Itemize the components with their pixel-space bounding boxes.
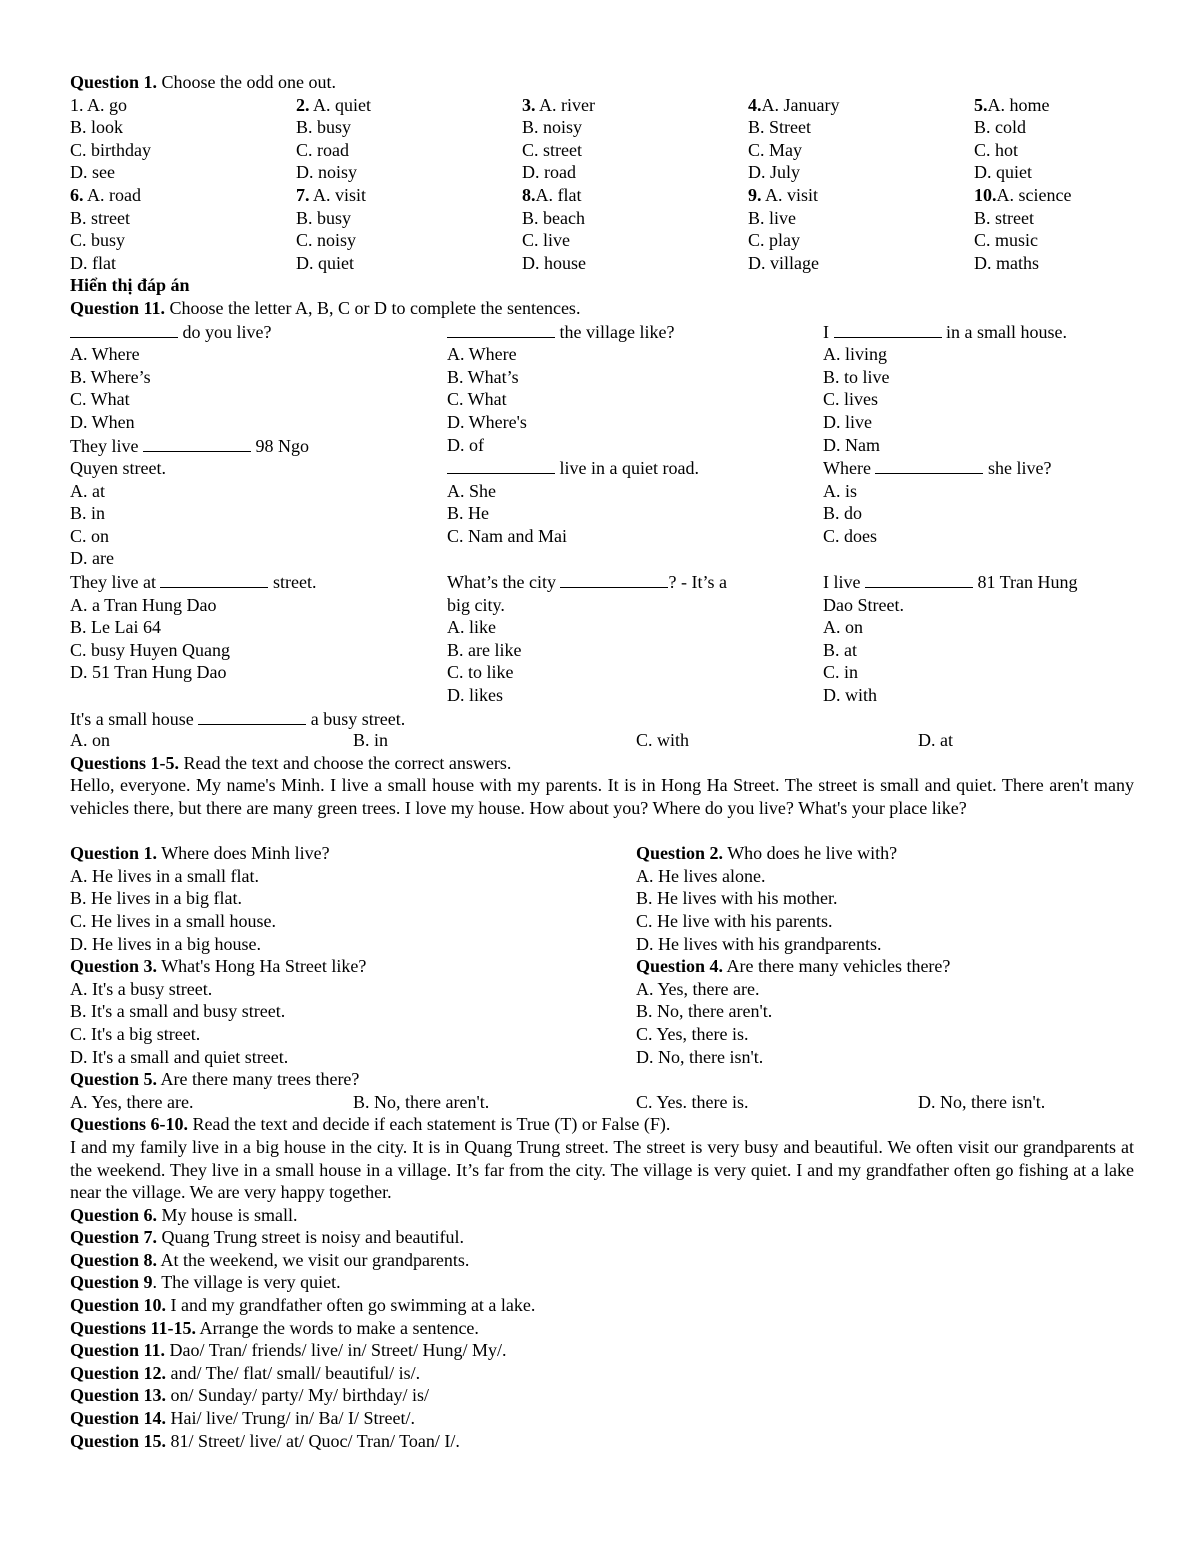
option-line (748, 229, 974, 252)
arrange-line (70, 1384, 1134, 1407)
heading-text: Arrange the words to make a sentence. (196, 1317, 479, 1338)
label-text: B. beach (522, 207, 585, 228)
label-bold: Question 9 (70, 1272, 153, 1293)
heading-text: Choose the letter A, B, C or D to complete the sentences. (165, 297, 581, 318)
label-text: C. music (974, 230, 1039, 251)
label-text: 1. A. go (70, 94, 128, 115)
label-text: B. street (70, 207, 130, 228)
option-line (974, 94, 1134, 117)
label-bold: 3. (522, 94, 536, 115)
label-bold: Question 7. (70, 1227, 158, 1248)
answer-blank (875, 456, 983, 474)
stem-text: 81 Tran Hung (973, 572, 1078, 593)
option-line (522, 139, 748, 162)
question-stem (70, 955, 636, 978)
question-block (636, 842, 1134, 955)
statement-line (70, 1249, 1134, 1272)
heading-bold: Question 11. (70, 297, 166, 318)
option-line (522, 229, 748, 252)
label-bold: Question 2. (636, 843, 724, 864)
label-text: D. noisy (296, 162, 358, 183)
reading-passage-1: Hello, everyone. My name's Minh. I live a small house with my parents. It is in Hong Ha Street. The street is small and quiet. There aren't many vehicles there, but there are many green trees. I love my house. How about you? Where do you live? What's your place like? (70, 775, 1134, 818)
heading-text: Read the text and choose the correct answers. (179, 752, 512, 773)
mc-column (823, 320, 1123, 571)
mc-column (70, 320, 447, 571)
label-bold: Question 6. (70, 1204, 158, 1225)
label-text: C. busy (70, 230, 126, 251)
option-line (70, 116, 296, 139)
label-text: C. hot (974, 139, 1019, 160)
label-text: A. home (987, 94, 1050, 115)
option-line: C. busy Huyen Quang (70, 639, 230, 660)
option-line: A. He lives in a small flat. (70, 865, 259, 886)
label-text: Are there many vehicles there? (723, 956, 951, 977)
label-text: C. street (522, 139, 582, 160)
label-text: A. visit (309, 184, 367, 205)
option-line: B. No, there aren't. (353, 1091, 490, 1112)
option-line: D. live (823, 411, 872, 432)
option-line (296, 229, 522, 252)
option-line: C. with (636, 730, 690, 751)
label-bold: Question 4. (636, 956, 724, 977)
option-line (748, 207, 974, 230)
option-line: B. to live (823, 366, 890, 387)
option-line (522, 161, 748, 184)
option-line: C. What (70, 389, 130, 410)
stem-text: They live at (70, 572, 161, 593)
option-line: A. is (823, 480, 858, 501)
option-line: D. When (70, 411, 135, 432)
label-text: B. busy (296, 207, 352, 228)
label-text: Hai/ live/ Trung/ in/ Ba/ I/ Street/. (166, 1408, 416, 1429)
statement-line (70, 1226, 1134, 1249)
option-line: C. does (823, 525, 877, 546)
stem-text: What’s the city (447, 572, 561, 593)
option-line: B. He lives with his mother. (636, 888, 838, 909)
stem-text: street. (268, 572, 317, 593)
option-line: C. What (447, 389, 507, 410)
option-line: D. He lives with his grandparents. (636, 933, 882, 954)
part2-heading (70, 297, 1134, 320)
label-text: Are there many trees there? (157, 1069, 360, 1090)
option-line: A. Yes, there are. (70, 1091, 194, 1112)
label-bold: 8. (522, 184, 536, 205)
part3-heading (70, 752, 1134, 775)
label-bold: 10. (974, 184, 997, 205)
option-line: B. No, there aren't. (636, 1001, 773, 1022)
option-line: D. No, there isn't. (918, 1091, 1046, 1112)
question-pair (70, 842, 1134, 955)
option-line: D. are (70, 548, 114, 569)
option-line: A. She (447, 480, 496, 501)
show-answers-link[interactable]: Hiển thị đáp án (70, 275, 190, 296)
answer-blank (447, 320, 555, 338)
mc-column (823, 570, 1123, 707)
statement-line (70, 1271, 1134, 1294)
odd-one-out-column (70, 94, 296, 275)
option-line: A. Where (447, 344, 517, 365)
question-stem (823, 456, 1123, 480)
answer-blank (834, 320, 942, 338)
question-block (70, 842, 636, 955)
label-text: Dao/ Tran/ friends/ live/ in/ Street/ Hung/ My/. (165, 1340, 507, 1361)
option-line (974, 116, 1134, 139)
option-line: A. Where (70, 344, 140, 365)
question-pair (70, 955, 1134, 1068)
stem-text: 98 Ngo (250, 435, 309, 456)
question-stem (447, 456, 823, 480)
question-stem (447, 570, 823, 594)
option-line (974, 252, 1134, 275)
odd-one-out-column (748, 94, 974, 275)
label-bold: 5. (974, 94, 988, 115)
answer-blank (143, 434, 251, 452)
option-line: C. to like (447, 662, 514, 683)
heading-bold: Questions 1-5. (70, 752, 180, 773)
label-text: D. flat (70, 252, 116, 273)
label-text: C. road (296, 139, 349, 160)
label-text: A. flat (535, 184, 582, 205)
option-line: D. 51 Tran Hung Dao (70, 662, 227, 683)
spacer (70, 820, 1134, 843)
question-stem (70, 434, 447, 458)
label-bold: Question 13. (70, 1385, 167, 1406)
heading-text: Read the text and decide if each statement is True (T) or False (F). (188, 1114, 671, 1135)
heading-bold: Questions 11-15. (70, 1317, 197, 1338)
option-line: D. with (823, 685, 877, 706)
label-bold: Question 12. (70, 1362, 167, 1383)
odd-one-out-column (974, 94, 1134, 275)
stem-text: live in a quiet road. (555, 458, 699, 479)
reading-passage-2: I and my family live in a big house in the city. It is in Quang Trung street. The street is very busy and beautiful. We often visit our grandparents at the weekend. They live in a small house in a village. It’s far from the city. The village is very quiet. I and my grandfather often go fishing at a lake near the village. We are very happy together. (70, 1136, 1134, 1203)
label-text: A. science (996, 184, 1072, 205)
option-line: D. He lives in a big house. (70, 933, 261, 954)
stem-text: Where (823, 458, 876, 479)
option-line: C. Yes. there is. (636, 1091, 749, 1112)
question-block (636, 955, 1134, 1068)
label-text: At the weekend, we visit our grandparents. (157, 1249, 470, 1270)
question-stem (70, 842, 636, 865)
statement-line (70, 1294, 1134, 1317)
option-line (522, 116, 748, 139)
option-line: A. living (823, 344, 888, 365)
option-line (296, 207, 522, 230)
question-block (70, 955, 636, 1068)
label-text: D. quiet (974, 162, 1032, 183)
option-line (296, 252, 522, 275)
answer-blank (447, 456, 555, 474)
label-text: C. birthday (70, 139, 151, 160)
label-text: B. noisy (522, 117, 583, 138)
label-bold: Question 5. (70, 1069, 158, 1090)
option-line (70, 229, 296, 252)
option-line (296, 94, 522, 117)
mc-last-options (70, 729, 1134, 752)
label-text: B. live (748, 207, 796, 228)
option-line (974, 207, 1134, 230)
label-bold: Question 8. (70, 1249, 158, 1270)
label-text: on/ Sunday/ party/ My/ birthday/ is/ (166, 1385, 430, 1406)
option-line: B. in (70, 503, 106, 524)
reading-questions (70, 842, 1134, 1068)
stem-text: in a small house. (941, 321, 1067, 342)
label-bold: Question 3. (70, 956, 158, 977)
label-bold: Question 1. (70, 843, 158, 864)
stem-text: she live? (983, 458, 1052, 479)
label-text: A. visit (761, 184, 819, 205)
label-text: A. road (83, 184, 141, 205)
option-line: C. He live with his parents. (636, 910, 833, 931)
label-text: D. maths (974, 252, 1039, 273)
worksheet (70, 71, 1134, 1452)
option-line: D. It's a small and quiet street. (70, 1046, 289, 1067)
option-line (70, 252, 296, 275)
label-text: D. July (748, 162, 801, 183)
label-text: B. busy (296, 117, 352, 138)
label-text: What's Hong Ha Street like? (157, 956, 367, 977)
question-stem (636, 955, 1134, 978)
option-line (748, 184, 974, 207)
odd-one-out-column (522, 94, 748, 275)
option-line (70, 94, 296, 117)
option-line (522, 184, 748, 207)
option-line (70, 139, 296, 162)
label-text: C. May (748, 139, 802, 160)
odd-one-out-grid (70, 94, 1134, 275)
question-5 (70, 1068, 1134, 1091)
label-text: Quang Trung street is noisy and beautiful. (157, 1227, 464, 1248)
mc-column (447, 570, 823, 707)
option-line (748, 139, 974, 162)
question-stem (823, 570, 1123, 594)
option-line: B. He (447, 503, 489, 524)
label-text: B. look (70, 117, 124, 138)
label-bold: 9. (748, 184, 762, 205)
question-stem (823, 320, 1123, 344)
option-line: A. on (823, 617, 863, 638)
option-line (974, 229, 1134, 252)
option-line: C. He lives in a small house. (70, 910, 276, 931)
option-line: D. at (918, 730, 953, 751)
option-line: A. at (70, 480, 105, 501)
option-line (974, 184, 1134, 207)
option-line: D. Nam (823, 434, 880, 455)
option-line: D. No, there isn't. (636, 1046, 764, 1067)
label-bold: Question 10. (70, 1295, 167, 1316)
mc-last-question (70, 707, 1134, 730)
stem-text: They live (70, 435, 143, 456)
option-line: C. in (823, 662, 859, 683)
option-line (296, 116, 522, 139)
option-line (296, 161, 522, 184)
option-line: B. at (823, 639, 857, 660)
answer-blank (198, 707, 306, 725)
label-text: D. road (522, 162, 576, 183)
option-line: B. What’s (447, 366, 519, 387)
option-line: A. He lives alone. (636, 865, 766, 886)
option-line: B. in (353, 730, 389, 751)
stem-text: I (823, 321, 834, 342)
option-line: C. It's a big street. (70, 1023, 201, 1044)
mc-column (70, 570, 447, 707)
option-line (522, 94, 748, 117)
label-text: A. January (761, 94, 840, 115)
question-5-options (70, 1091, 1134, 1114)
option-line: D. of (447, 434, 484, 455)
part1-heading (70, 71, 1134, 94)
label-text: C. live (522, 230, 570, 251)
arrange-line (70, 1339, 1134, 1362)
option-line (748, 161, 974, 184)
odd-one-out-column (296, 94, 522, 275)
true-false-list (70, 1204, 1134, 1317)
answer-blank (70, 320, 178, 338)
mc-grid-row1 (70, 320, 1134, 571)
label-text: C. play (748, 230, 800, 251)
arrange-line (70, 1407, 1134, 1430)
label-text: B. street (974, 207, 1034, 228)
stem-text: do you live? (178, 321, 272, 342)
question-stem (636, 842, 1134, 865)
option-line (748, 94, 974, 117)
option-line: A. Yes, there are. (636, 978, 760, 999)
label-bold: 6. (70, 184, 84, 205)
statement-line (70, 1204, 1134, 1227)
mc-column (447, 320, 823, 571)
option-line: D. likes (447, 685, 503, 706)
option-line: B. Le Lai 64 (70, 617, 161, 638)
answer-blank (160, 570, 268, 588)
label-text: . The village is very quiet. (152, 1272, 341, 1293)
option-line (296, 184, 522, 207)
option-line: A. It's a busy street. (70, 978, 213, 999)
part5-heading (70, 1317, 1134, 1340)
option-line (522, 252, 748, 275)
label-text: A. river (535, 94, 595, 115)
option-line (70, 161, 296, 184)
option-line: A. like (447, 617, 496, 638)
heading-bold: Question 1. (70, 72, 158, 92)
label-text: D. quiet (296, 252, 354, 273)
heading-text: Choose the odd one out. (157, 72, 336, 92)
option-line: B. He lives in a big flat. (70, 888, 242, 909)
option-line: Quyen street. (70, 458, 166, 479)
label-bold: Question 11. (70, 1340, 166, 1361)
label-text: B. cold (974, 117, 1026, 138)
arrange-line (70, 1362, 1134, 1385)
label-text: and/ The/ flat/ small/ beautiful/ is/. (166, 1362, 421, 1383)
arrange-words-list (70, 1339, 1134, 1452)
question-stem (70, 570, 447, 594)
answer-blank (560, 570, 668, 588)
option-line (522, 207, 748, 230)
option-line: A. on (70, 730, 110, 751)
question-stem (70, 320, 447, 344)
option-line: B. do (823, 503, 863, 524)
label-text: B. Street (748, 117, 811, 138)
option-line (70, 184, 296, 207)
mc-grid-row2 (70, 570, 1134, 707)
option-line: B. Where’s (70, 366, 151, 387)
option-line: B. are like (447, 639, 522, 660)
option-line (296, 139, 522, 162)
label-text: Who does he live with? (723, 843, 898, 864)
option-line (974, 161, 1134, 184)
label-bold: 7. (296, 184, 310, 205)
label-text: D. house (522, 252, 586, 273)
option-line: D. Where's (447, 411, 527, 432)
option-line: C. Nam and Mai (447, 525, 567, 546)
label-bold: Question 14. (70, 1408, 167, 1429)
option-line: big city. (447, 594, 505, 615)
label-text: I and my grandfather often go swimming at a lake. (166, 1295, 536, 1316)
label-text: My house is small. (157, 1204, 298, 1225)
part4-heading (70, 1113, 1134, 1136)
option-line: A. a Tran Hung Dao (70, 594, 217, 615)
label-bold: 2. (296, 94, 310, 115)
stem-text: I live (823, 572, 865, 593)
stem-text: ? - It’s a (668, 572, 727, 593)
option-line (70, 207, 296, 230)
label-bold: Question 15. (70, 1430, 167, 1451)
label-text: 81/ Street/ live/ at/ Quoc/ Tran/ Toan/ I/. (166, 1430, 460, 1451)
option-line: C. lives (823, 389, 879, 410)
label-text: D. village (748, 252, 819, 273)
label-text: C. noisy (296, 230, 357, 251)
option-line (748, 252, 974, 275)
stem-text: a busy street. (306, 708, 406, 729)
label-text: Where does Minh live? (157, 843, 330, 864)
option-line: Dao Street. (823, 594, 904, 615)
question-stem (447, 320, 823, 344)
option-line: B. It's a small and busy street. (70, 1001, 286, 1022)
heading-bold: Questions 6-10. (70, 1114, 189, 1135)
option-line: C. Yes, there is. (636, 1023, 749, 1044)
option-line (748, 116, 974, 139)
label-bold: 4. (748, 94, 762, 115)
answer-blank (865, 570, 973, 588)
label-text: D. see (70, 162, 115, 183)
label-text: A. quiet (309, 94, 371, 115)
stem-text: the village like? (555, 321, 675, 342)
arrange-line (70, 1430, 1134, 1453)
option-line (974, 139, 1134, 162)
stem-text: It's a small house (70, 708, 199, 729)
option-line: C. on (70, 525, 110, 546)
